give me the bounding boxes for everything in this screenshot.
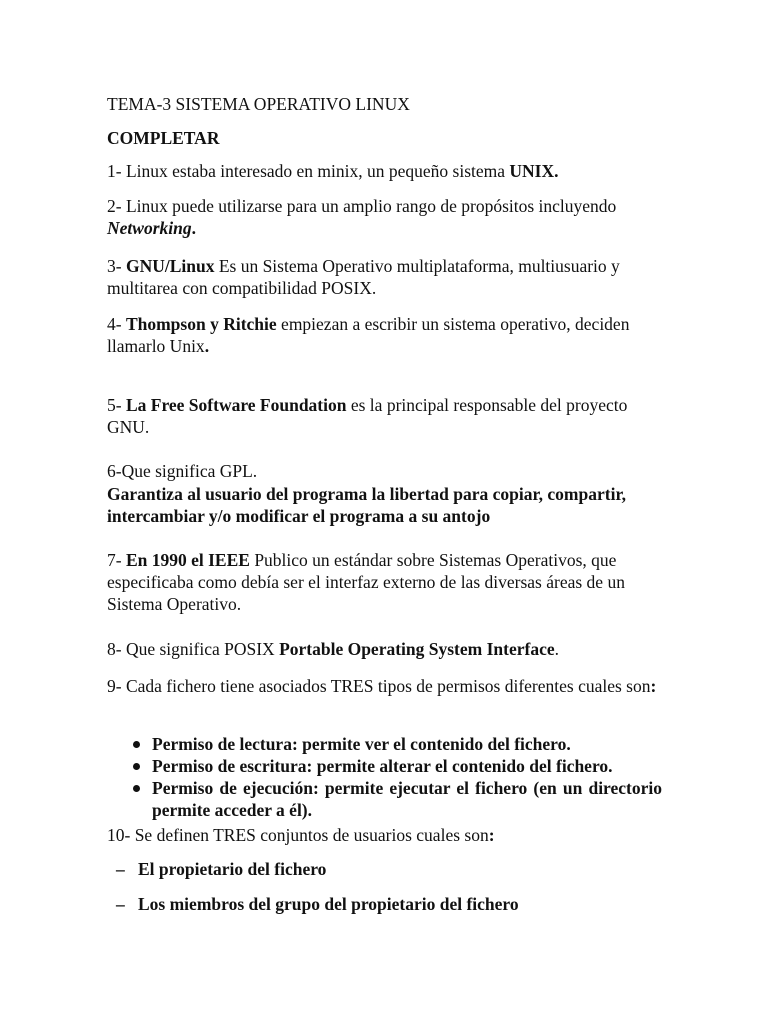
bullet-icon — [133, 785, 140, 792]
question-5-answer: La Free Software Foundation — [125, 395, 347, 415]
question-8-tail: . — [554, 639, 559, 659]
question-6-answer: Garantiza al usuario del programa la libertad para copiar, compartir, intercambiar y/o modificar el programa a su antojo — [107, 484, 626, 526]
question-3-prefix: 3- — [107, 256, 126, 276]
question-3-text: Es un Sistema Operativo multiplataforma, multiusuario y multitarea con compatibilidad POSIX. — [107, 256, 620, 298]
list-item — [107, 733, 662, 755]
question-5-text: es la principal responsable del proyecto GNU. — [107, 395, 628, 437]
permissions-list — [107, 733, 662, 821]
list-item-text: Permiso de ejecución: permite ejecutar el fichero (en un directorio permite acceder a él). — [152, 778, 662, 820]
question-2-tail: . — [191, 218, 196, 238]
document-title: TEMA-3 SISTEMA OPERATIVO LINUX — [107, 94, 410, 114]
list-item-text: Permiso de lectura: permite ver el contenido del fichero. — [152, 734, 571, 754]
bullet-icon — [133, 763, 140, 770]
question-7-answer: En 1990 el IEEE — [125, 550, 250, 570]
question-4-text: empiezan a escribir un sistema operativo, deciden llamarlo Unix — [107, 314, 630, 356]
question-9 — [107, 675, 662, 697]
question-9-colon: : — [650, 676, 657, 696]
dash-icon: – — [116, 894, 125, 914]
question-9-text: 9- Cada fichero tiene asociados TRES tipos de permisos diferentes cuales son — [107, 676, 651, 696]
question-10 — [107, 824, 662, 846]
question-1-answer: UNIX. — [509, 161, 559, 181]
user-set-item-text: Los miembros del grupo del propietario del fichero — [138, 894, 519, 914]
user-set-item — [116, 893, 661, 915]
list-item — [107, 755, 662, 777]
question-5 — [107, 394, 662, 438]
question-8-text: 8- Que significa POSIX — [107, 639, 280, 659]
question-2 — [107, 195, 662, 239]
question-8-answer: Portable Operating System Interface — [279, 639, 555, 659]
question-7-prefix: 7- — [107, 550, 126, 570]
question-5-prefix: 5- — [107, 395, 126, 415]
question-4-prefix: 4- — [107, 314, 126, 334]
bullet-icon — [133, 741, 140, 748]
list-item — [107, 777, 662, 821]
question-3 — [107, 255, 662, 299]
list-item-text: Permiso de escritura: permite alterar el contenido del fichero. — [152, 756, 613, 776]
question-4-answer: Thompson y Ritchie — [125, 314, 277, 334]
user-set-item — [116, 858, 661, 880]
question-10-colon: : — [488, 825, 495, 845]
question-4-tail: . — [204, 336, 210, 356]
user-set-item-text: El propietario del fichero — [138, 859, 327, 879]
question-3-answer: GNU/Linux — [125, 256, 215, 276]
question-1 — [107, 160, 662, 182]
question-4 — [107, 313, 662, 357]
question-10-text: 10- Se definen TRES conjuntos de usuarios cuales son — [107, 825, 489, 845]
question-7-text: Publico un estándar sobre Sistemas Operativos, que especificaba como debía ser el interfaz externo de las diversas áreas de un Sistema Operativo. — [107, 550, 625, 614]
question-2-text: 2- Linux puede utilizarse para un amplio rango de propósitos incluyendo — [107, 196, 617, 216]
question-1-text: 1- Linux estaba interesado en minix, un pequeño sistema — [107, 161, 510, 181]
question-8 — [107, 638, 662, 660]
dash-icon: – — [116, 859, 125, 879]
question-6: 6-Que significa GPL. — [107, 461, 258, 481]
document-subtitle: COMPLETAR — [107, 128, 220, 148]
question-2-answer: Networking — [107, 218, 192, 238]
question-7 — [107, 549, 662, 615]
